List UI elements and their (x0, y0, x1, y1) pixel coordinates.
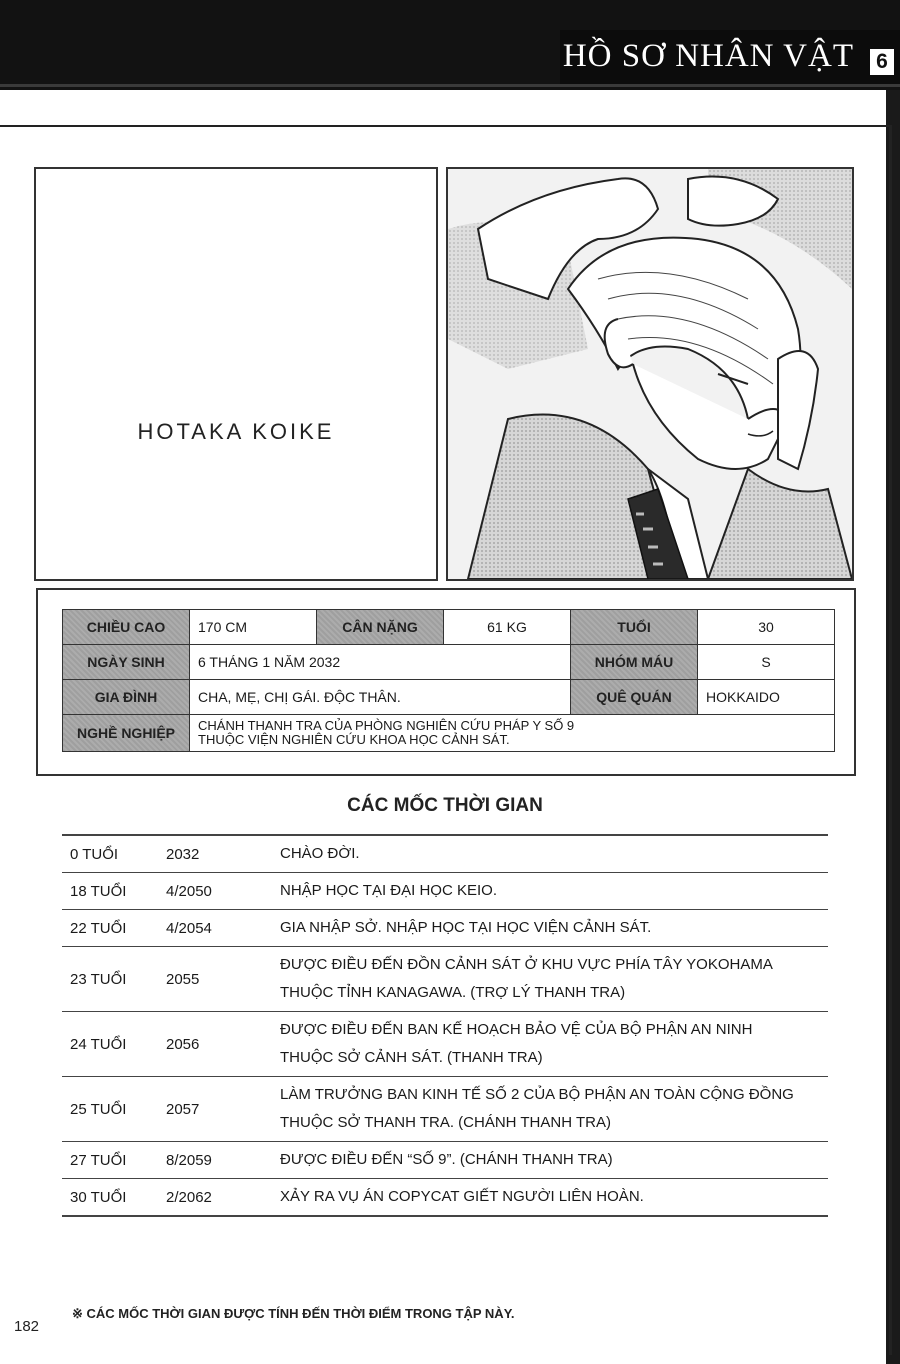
timeline-event-line: ĐƯỢC ĐIỀU ĐẾN ĐỒN CẢNH SÁT Ở KHU VỰC PHÍA TÂY YOKOHAMA (280, 956, 773, 973)
timeline-year: 4/2054 (166, 910, 276, 947)
timeline-year: 2057 (166, 1077, 276, 1142)
timeline-event-line: THUỘC SỞ CẢNH SÁT. (THANH TRA) (280, 1049, 543, 1066)
weight-label: CÂN NẶNG (317, 610, 444, 645)
timeline-year: 8/2059 (166, 1142, 276, 1179)
height-label: CHIỀU CAO (63, 610, 190, 645)
header-rule (0, 84, 900, 87)
timeline-event (276, 910, 828, 947)
timeline-row (62, 1142, 828, 1179)
age-value: 30 (698, 610, 835, 645)
timeline-age: 24 TUỔI (62, 1012, 166, 1077)
occupation-line-2: THUỘC VIỆN NGHIÊN CỨU KHOA HỌC CẢNH SÁT. (198, 732, 510, 747)
volume-badge: 6 (870, 49, 894, 75)
timeline-age: 18 TUỔI (62, 873, 166, 910)
timeline-event-line: THUỘC TỈNH KANAGAWA. (TRỢ LÝ THANH TRA) (280, 984, 626, 1001)
character-portrait (446, 167, 854, 581)
timeline-year: 2055 (166, 947, 276, 1012)
timeline-event-line: CHÀO ĐỜI. (280, 845, 360, 862)
timeline-age: 23 TUỔI (62, 947, 166, 1012)
age-label: TUỔI (571, 610, 698, 645)
page-title: HỒ SƠ NHÂN VẬT (562, 38, 854, 74)
timeline-year: 2032 (166, 835, 276, 873)
timeline-event (276, 1077, 828, 1142)
blood-type-value: S (698, 645, 835, 680)
timeline-row (62, 873, 828, 910)
timeline-row (62, 910, 828, 947)
family-label: GIA ĐÌNH (63, 680, 190, 715)
footnote: ※ CÁC MỐC THỜI GIAN ĐƯỢC TÍNH ĐẾN THỜI ĐIỂM TRONG TẬP NÀY. (72, 1306, 515, 1321)
profile-table (62, 609, 835, 752)
family-value: CHA, MẸ, CHỊ GÁI. ĐỘC THÂN. (190, 680, 571, 715)
occupation-label: NGHỀ NGHIỆP (63, 715, 190, 752)
page-number: 182 (14, 1318, 40, 1335)
timeline-event (276, 835, 828, 873)
timeline-event (276, 1142, 828, 1179)
height-value: 170 CM (190, 610, 317, 645)
profile-row (63, 715, 835, 752)
profile-row (63, 645, 835, 680)
timeline-event-line: GIA NHẬP SỞ. NHẬP HỌC TẠI HỌC VIỆN CẢNH SÁT. (280, 919, 652, 936)
hometown-label: QUÊ QUÁN (571, 680, 698, 715)
timeline-event (276, 1179, 828, 1217)
timeline-row (62, 1077, 828, 1142)
character-name: HOTAKA KOIKE (137, 419, 335, 444)
birthday-value: 6 THÁNG 1 NĂM 2032 (190, 645, 571, 680)
timeline-age: 0 TUỔI (62, 835, 166, 873)
timeline-event-line: XẢY RA VỤ ÁN COPYCAT GIẾT NGƯỜI LIÊN HOÀN. (280, 1188, 644, 1205)
timeline-event-line: NHẬP HỌC TẠI ĐẠI HỌC KEIO. (280, 882, 497, 899)
blood-type-label: NHÓM MÁU (571, 645, 698, 680)
birthday-label: NGÀY SINH (63, 645, 190, 680)
profile-row (63, 610, 835, 645)
name-panel (34, 167, 438, 581)
timeline-event-line: THUỘC SỞ THANH TRA. (CHÁNH THANH TRA) (280, 1114, 611, 1131)
timeline-table (62, 834, 828, 1217)
portrait-illustration (448, 169, 852, 579)
timeline-row (62, 835, 828, 873)
timeline-year: 2056 (166, 1012, 276, 1077)
timeline-event (276, 873, 828, 910)
timeline-age: 30 TUỔI (62, 1179, 166, 1217)
timeline-event (276, 1012, 828, 1077)
hometown-value: HOKKAIDO (698, 680, 835, 715)
timeline-age: 22 TUỔI (62, 910, 166, 947)
timeline-title: CÁC MỐC THỜI GIAN (347, 795, 543, 816)
occupation-line-1: CHÁNH THANH TRA CỦA PHÒNG NGHIÊN CỨU PHÁP Y SỐ 9 (198, 718, 575, 733)
timeline-row (62, 947, 828, 1012)
timeline-age: 25 TUỔI (62, 1077, 166, 1142)
timeline-row (62, 1179, 828, 1217)
timeline-year: 4/2050 (166, 873, 276, 910)
timeline-year: 2/2062 (166, 1179, 276, 1217)
timeline-age: 27 TUỔI (62, 1142, 166, 1179)
profile-row (63, 680, 835, 715)
timeline-event-line: ĐƯỢC ĐIỀU ĐẾN BAN KẾ HOẠCH BẢO VỆ CỦA BỘ PHẬN AN NINH (280, 1021, 753, 1038)
timeline-event-line: ĐƯỢC ĐIỀU ĐẾN “SỐ 9”. (CHÁNH THANH TRA) (280, 1151, 613, 1168)
timeline-row (62, 1012, 828, 1077)
weight-value: 61 KG (444, 610, 571, 645)
timeline-event-line: LÀM TRƯỞNG BAN KINH TẾ SỐ 2 CỦA BỘ PHẬN AN TOÀN CỘNG ĐỒNG (280, 1086, 794, 1103)
timeline-event (276, 947, 828, 1012)
occupation-value (190, 715, 835, 752)
